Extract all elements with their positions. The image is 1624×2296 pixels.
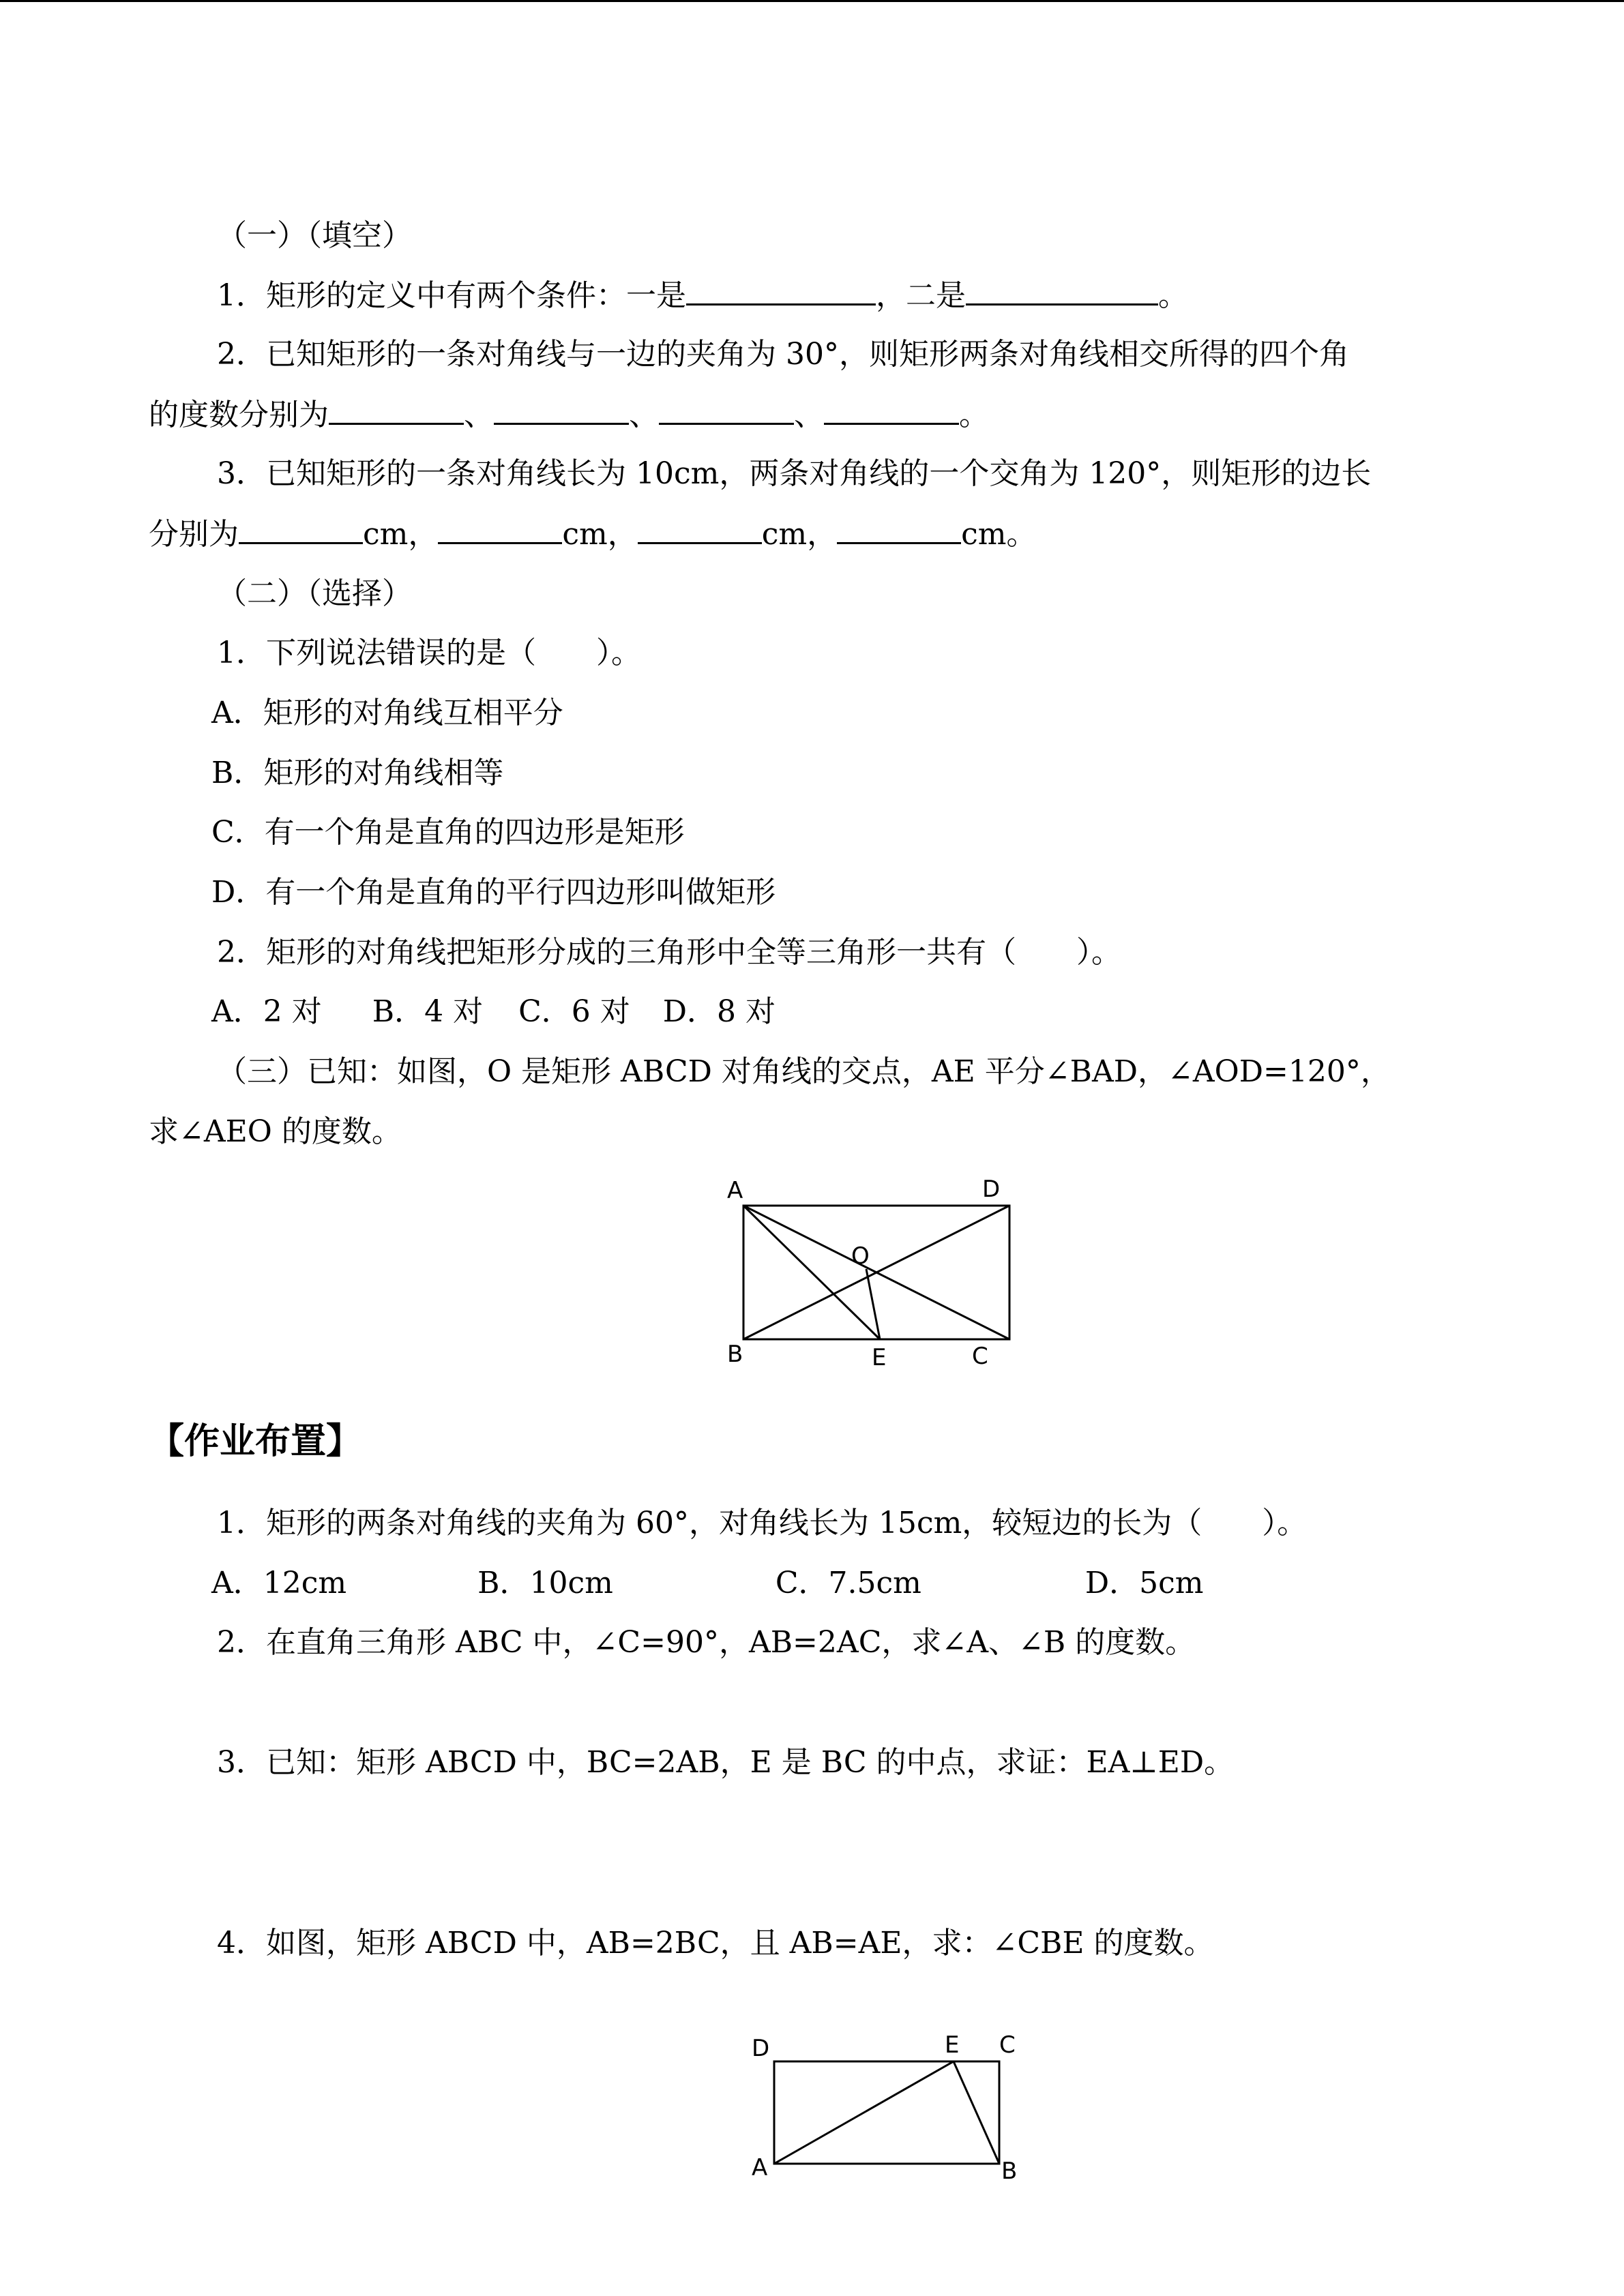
choice-question-1: 1．下列说法错误的是（ ）。 <box>217 636 641 670</box>
q2-sep: 、 <box>629 398 659 432</box>
option-d[interactable]: D．5cm <box>1084 1566 1204 1600</box>
label-b: B <box>727 1341 743 1368</box>
homework-question-4: 4．如图，矩形 ABCD 中，AB=2BC，且 AB=AE，求：∠CBE 的度数。 <box>217 1926 1214 1960</box>
label-o: O <box>851 1242 870 1270</box>
q1-prefix: 1．矩形的定义中有两个条件：一是 <box>217 278 686 313</box>
section1-heading: （一）（填空） <box>217 218 412 253</box>
answer-blank[interactable] <box>837 515 961 544</box>
fill-question-3-line1: 3．已知矩形的一条对角线长为 10cm，两条对角线的一个交角为 120°，则矩形的边长 <box>217 456 1372 491</box>
q2-end: 。 <box>959 398 989 432</box>
q3-unit: cm <box>363 517 409 552</box>
option-a[interactable]: A．矩形的对角线互相平分 <box>211 696 563 730</box>
segment-ae <box>743 1206 880 1339</box>
option-b[interactable]: B．10cm <box>477 1566 613 1600</box>
fill-question-2-line1: 2．已知矩形的一条对角线与一边的夹角为 30°，则矩形两条对角线相交所得的四个角 <box>217 337 1349 372</box>
rectangle-abcd <box>774 2061 999 2164</box>
top-border-line <box>0 0 1624 2</box>
q3-comma: ， <box>607 517 638 552</box>
homework-question-3: 3．已知：矩形 ABCD 中，BC=2AB，E 是 BC 的中点，求证：EA⊥ED。 <box>217 1745 1235 1780</box>
homework-heading: 【作业布置】 <box>149 1421 362 1462</box>
q3-end: 。 <box>1006 517 1037 552</box>
label-d: D <box>982 1176 1001 1203</box>
segment-eb <box>954 2061 999 2164</box>
answer-blank[interactable] <box>438 515 562 544</box>
rectangle-abcd-diagram-2 <box>743 2025 1037 2189</box>
homework-question-1: 1．矩形的两条对角线的夹角为 60°，对角线长为 15cm，较短边的长为（ ）。 <box>217 1506 1308 1540</box>
choice-question-2: 2．矩形的对角线把矩形分成的三角形中全等三角形一共有（ ）。 <box>217 935 1121 970</box>
option-c[interactable]: C．有一个角是直角的四边形是矩形 <box>211 815 685 850</box>
label-a: A <box>752 2154 768 2181</box>
q3-unit: cm <box>761 517 808 552</box>
q3-comma: ， <box>408 517 439 552</box>
q1-end: 。 <box>1158 278 1188 313</box>
answer-blank[interactable] <box>239 515 363 544</box>
q3-comma: ， <box>807 517 838 552</box>
homework-q1-options <box>211 1564 1203 1602</box>
option-b[interactable]: B．矩形的对角线相等 <box>211 756 504 790</box>
option-c[interactable]: C．7.5cm <box>775 1566 921 1600</box>
label-e: E <box>945 2031 960 2059</box>
label-d: D <box>752 2035 770 2062</box>
q3-unit: cm <box>562 517 608 552</box>
answer-blank[interactable] <box>329 396 464 425</box>
answer-blank[interactable] <box>824 396 959 425</box>
answer-blank[interactable] <box>659 396 794 425</box>
label-a: A <box>727 1177 743 1204</box>
label-c: C <box>999 2031 1016 2059</box>
option-c[interactable]: C．6 对 <box>518 994 630 1029</box>
option-b[interactable]: B．4 对 <box>372 994 484 1029</box>
option-d[interactable]: D．有一个角是直角的平行四边形叫做矩形 <box>211 875 776 910</box>
section3-line1: （三）已知：如图，O 是矩形 ABCD 对角线的交点，AE 平分∠BAD，∠AOD=120°， <box>217 1054 1391 1089</box>
q2-sep: 、 <box>794 398 824 432</box>
choice-question-2-options <box>211 993 776 1031</box>
rectangle-abcd-diagram-1 <box>716 1169 1023 1374</box>
label-e: E <box>872 1344 887 1371</box>
q2-prefix: 的度数分别为 <box>149 398 329 432</box>
segment-ae <box>774 2061 954 2164</box>
q2-sep: 、 <box>464 398 494 432</box>
answer-blank[interactable] <box>966 276 1158 305</box>
fill-question-3-line2 <box>149 515 1037 554</box>
fill-question-2-line2 <box>149 396 989 434</box>
option-a[interactable]: A．2 对 <box>211 994 322 1029</box>
section3-line2: 求∠AEO 的度数。 <box>149 1114 402 1149</box>
answer-blank[interactable] <box>686 276 876 305</box>
q3-prefix: 分别为 <box>149 517 239 552</box>
section2-heading: （二）（选择） <box>217 576 412 611</box>
answer-blank[interactable] <box>494 396 629 425</box>
fill-question-1 <box>217 276 1188 315</box>
label-b: B <box>1001 2158 1018 2185</box>
option-a[interactable]: A．12cm <box>211 1566 347 1600</box>
answer-blank[interactable] <box>638 515 762 544</box>
q3-unit: cm <box>961 517 1007 552</box>
homework-question-2: 2．在直角三角形 ABC 中，∠C=90°，AB=2AC，求∠A、∠B 的度数。 <box>217 1625 1196 1660</box>
label-c: C <box>972 1343 988 1370</box>
q1-mid: ，二是 <box>876 278 966 313</box>
option-d[interactable]: D．8 对 <box>662 994 776 1029</box>
